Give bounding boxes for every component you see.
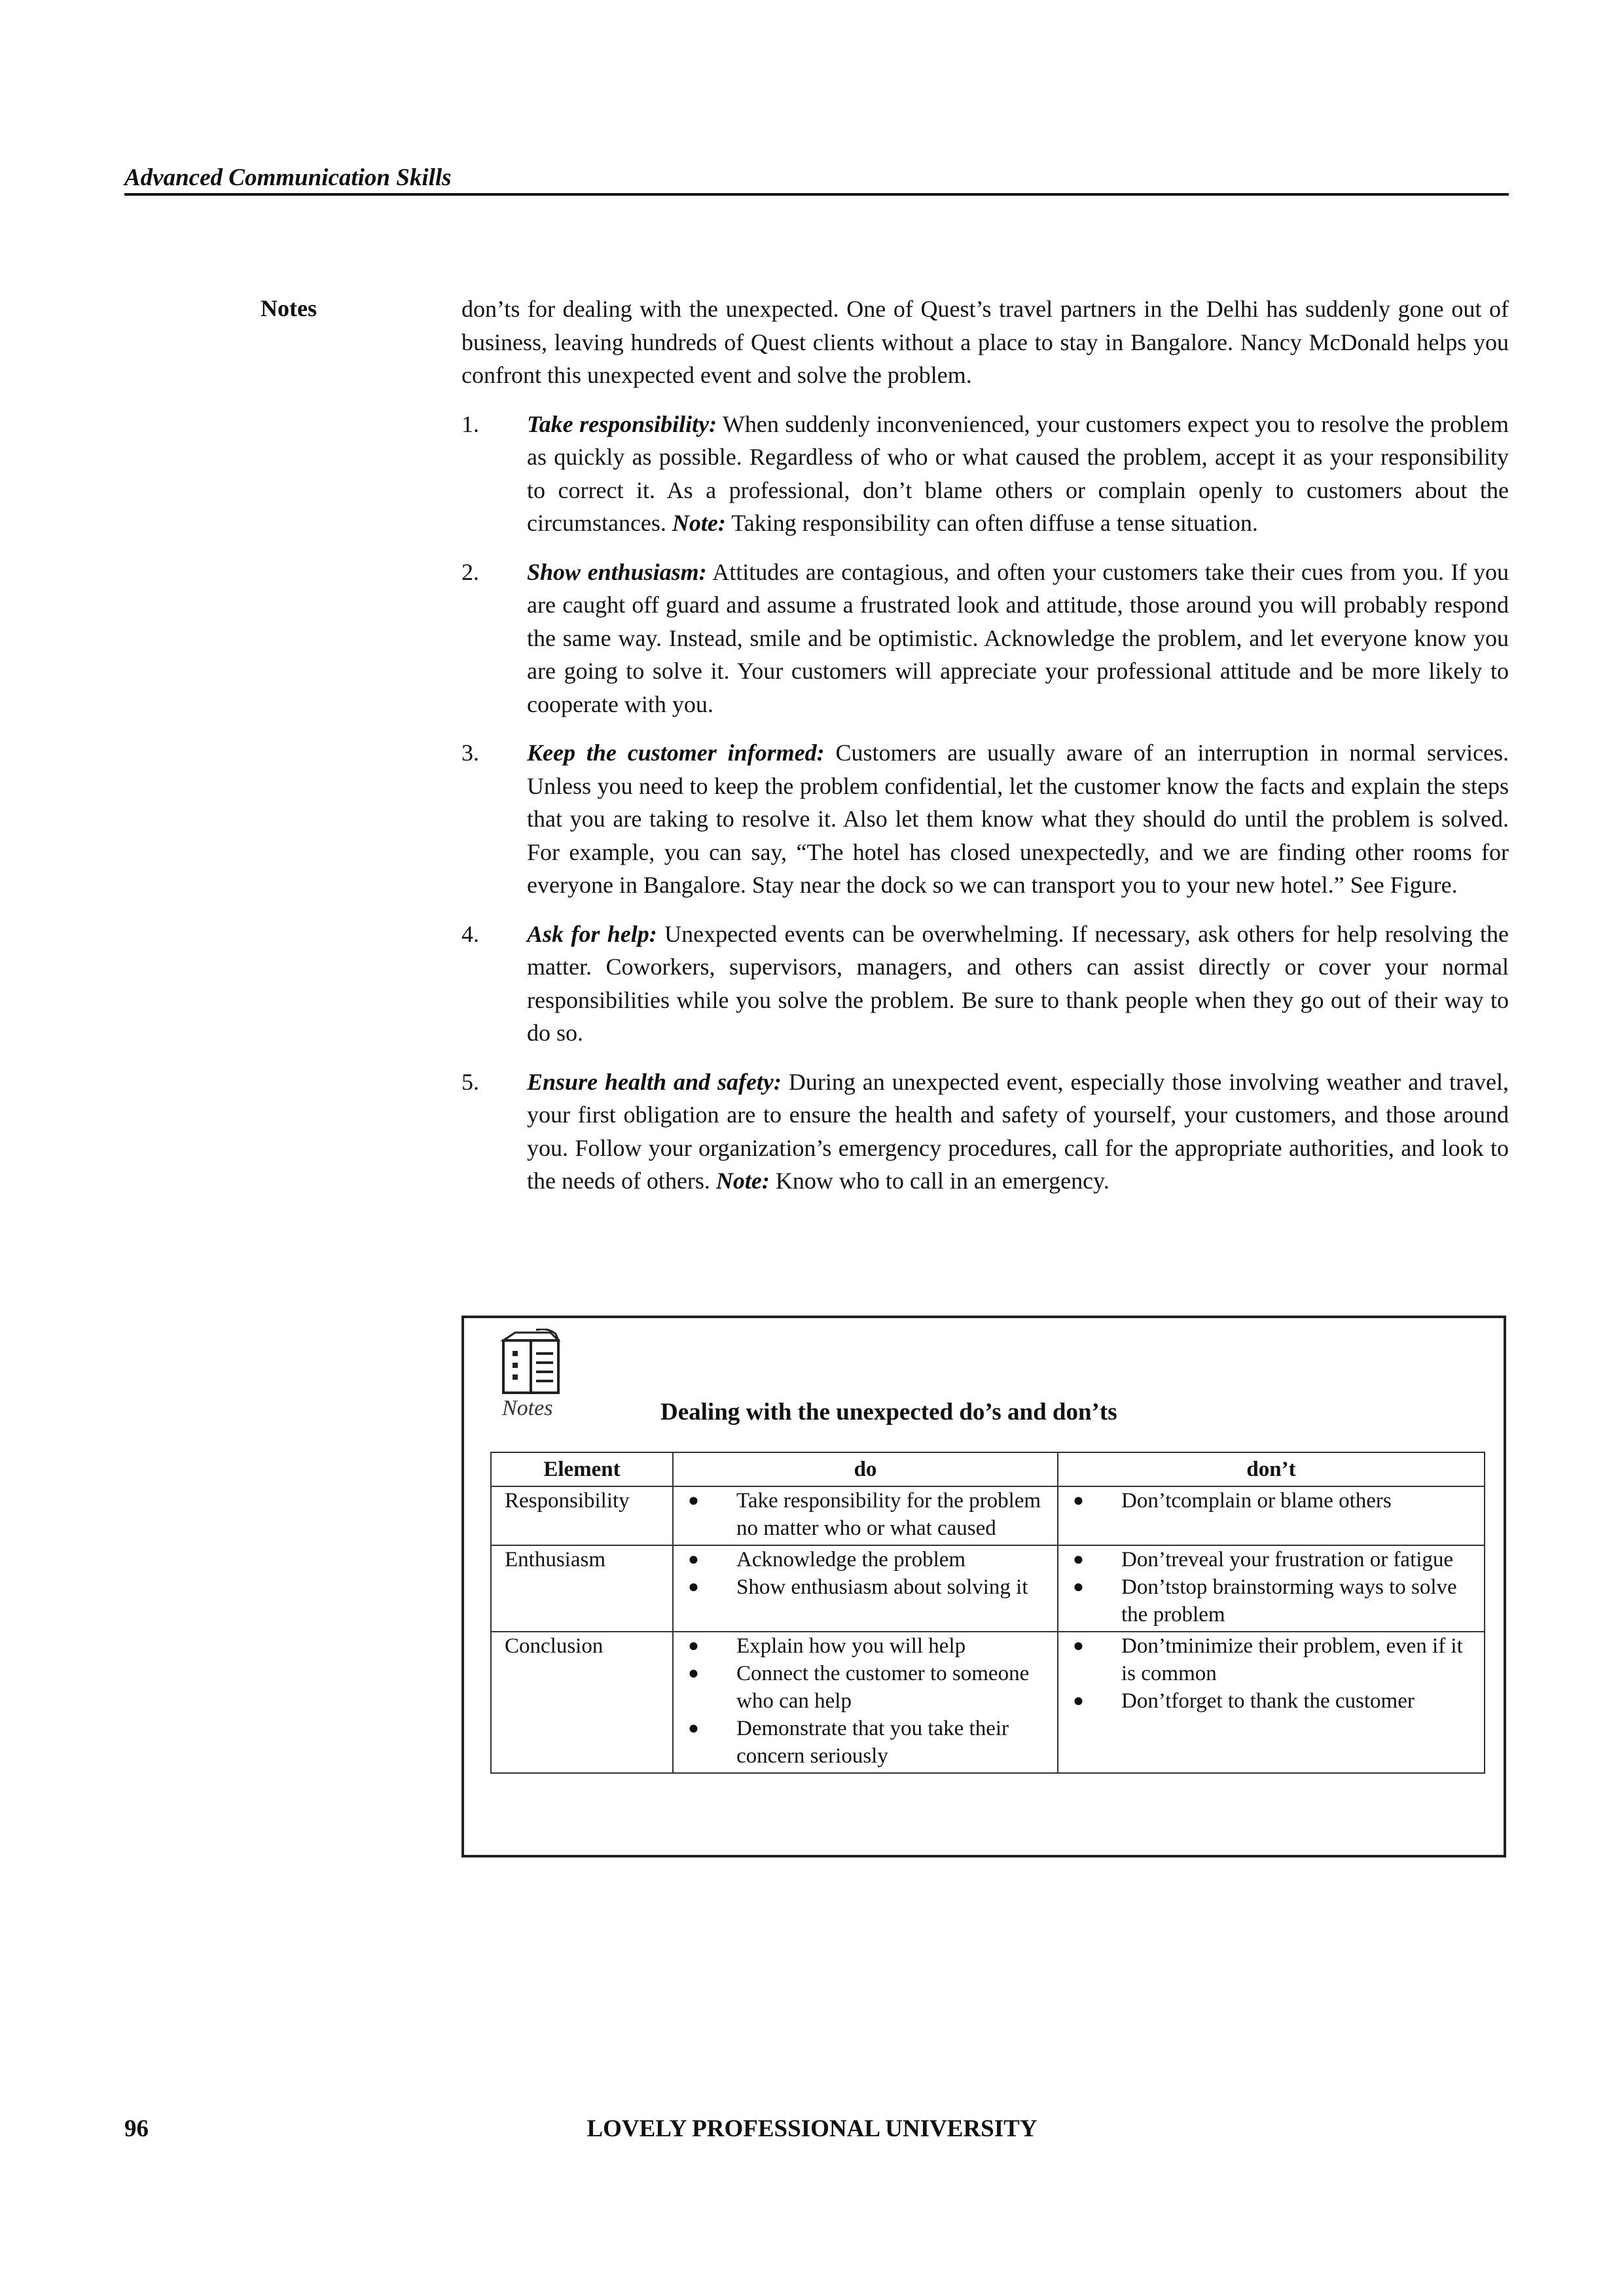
- item-note-lead: Note:: [715, 1168, 770, 1194]
- do-item-text: Connect the customer to someone who can help: [736, 1662, 1030, 1713]
- table-row: [491, 1486, 1485, 1545]
- bullet-icon: ●: [688, 1718, 699, 1738]
- bullet-icon: ●: [688, 1549, 699, 1570]
- item-text: Customers are usually aware of an interruption in normal services. Unless you need to keep the problem confidential, let the customer know the facts and explain the steps that you are taking to resolve it. Also let them know what they should do until the problem is solved. For example, you can say, “The hotel has closed unexpectedly, and we are finding other rooms for everyone in Bangalore. Stay near the dock so we can transport you to your new hotel.” See Figure.: [527, 740, 1509, 898]
- bullet-icon: ●: [688, 1490, 699, 1511]
- column-header-do: do: [673, 1452, 1058, 1486]
- column-header-dont: don’t: [1058, 1452, 1485, 1486]
- do-item-text: Take responsibility for the problem no matter who or what caused: [736, 1489, 1041, 1540]
- bullet-icon: ●: [688, 1663, 699, 1683]
- item-number: 3.: [461, 740, 479, 766]
- item-number: 1.: [461, 410, 479, 437]
- dont-item-text: Don’treveal your frustration or fatigue: [1121, 1548, 1454, 1571]
- list-item: [461, 1066, 1509, 1198]
- do-item-text: Show enthusiasm about solving it: [736, 1575, 1028, 1599]
- do-cell: [673, 1632, 1058, 1773]
- notes-icon-label: Notes: [502, 1396, 553, 1420]
- list-item: [687, 1660, 1051, 1715]
- table-row: [491, 1632, 1485, 1773]
- item-note-text: Taking responsibility can often diffuse a tense situation.: [725, 510, 1258, 536]
- list-item: [1072, 1632, 1477, 1687]
- bullet-icon: ●: [1073, 1636, 1084, 1656]
- item-note-text: Know who to call in an emergency.: [769, 1168, 1110, 1194]
- bullet-icon: ●: [688, 1577, 699, 1597]
- page-number: 96: [124, 2115, 149, 2142]
- bullet-icon: ●: [1073, 1490, 1084, 1511]
- list-item: [687, 1573, 1051, 1601]
- element-cell: Responsibility: [491, 1486, 673, 1545]
- item-text: Unexpected events can be overwhelming. If necessary, ask others for help resolving the matter. Coworkers, supervisors, managers, and others can assist directly or cover your normal responsibilities while you solve the problem. Be sure to thank people when they go out of their way to do so.: [527, 920, 1509, 1046]
- list-item: [687, 1487, 1051, 1542]
- header-rule: [124, 193, 1509, 196]
- do-item-text: Explain how you will help: [736, 1634, 966, 1658]
- numbered-points-list: [461, 408, 1509, 1198]
- main-text-column: [461, 293, 1509, 1198]
- notes-box: [461, 1316, 1506, 1857]
- list-item: [687, 1632, 1051, 1660]
- element-cell: Conclusion: [491, 1632, 673, 1773]
- item-number: 5.: [461, 1068, 479, 1095]
- do-cell: [673, 1486, 1058, 1545]
- dont-cell: [1058, 1632, 1485, 1773]
- item-lead: Ensure health and safety:: [527, 1068, 782, 1095]
- list-item: [1072, 1487, 1477, 1515]
- dos-donts-table: [490, 1452, 1485, 1774]
- item-text: During an unexpected event, especially those involving weather and travel, your first obligation are to ensure the health and safety of yourself, your customers, and those around you. Follow your organization’s emergency procedures, call for the appropriate authorities, and look to the needs of others.: [527, 1068, 1509, 1194]
- table-row: [491, 1545, 1485, 1632]
- dont-item-text: Don’tforget to thank the customer: [1121, 1689, 1415, 1713]
- item-text: When suddenly inconvenienced, your customers expect you to resolve the problem as quickly as possible. Regardless of who or what caused the problem, accept it as your responsibility to correct it. As a professional, don’t blame others or complain openly to customers about the circumstances.: [527, 410, 1509, 536]
- item-text: Attitudes are contagious, and often your customers take their cues from you. If you are caught off guard and assume a frustrated look and attitude, those around you will probably respond the same way. Instead, smile and be optimistic. Acknowledge the problem, and let everyone know you are going to solve it. Your customers will appreciate your professional attitude and be more likely to cooperate with you.: [527, 558, 1509, 717]
- footer-university: LOVELY PROFESSIONAL UNIVERSITY: [586, 2115, 1038, 2142]
- bullet-icon: ●: [1073, 1691, 1084, 1711]
- do-item-text: Demonstrate that you take their concern seriously: [736, 1717, 1009, 1768]
- list-item: [1072, 1687, 1477, 1715]
- bullet-icon: ●: [688, 1636, 699, 1656]
- item-note-lead: Note:: [672, 510, 726, 536]
- bullet-icon: ●: [1073, 1577, 1084, 1597]
- dont-cell: [1058, 1486, 1485, 1545]
- list-item: [1072, 1573, 1477, 1628]
- list-item: [1072, 1546, 1477, 1573]
- element-cell: Enthusiasm: [491, 1545, 673, 1632]
- notes-icon: [498, 1329, 564, 1394]
- item-lead: Keep the customer informed:: [527, 740, 825, 766]
- notes-box-title: Dealing with the unexpected do’s and don’ts: [660, 1399, 1117, 1426]
- dont-item-text: Don’tcomplain or blame others: [1121, 1489, 1392, 1513]
- list-item: [461, 918, 1509, 1050]
- table-header-row: [491, 1452, 1485, 1486]
- item-lead: Show enthusiasm:: [527, 558, 707, 585]
- do-cell: [673, 1545, 1058, 1632]
- dont-cell: [1058, 1545, 1485, 1632]
- dont-item-text: Don’tminimize their problem, even if it is common: [1121, 1634, 1463, 1685]
- running-head-title: Advanced Communication Skills: [124, 164, 452, 191]
- item-number: 2.: [461, 558, 479, 585]
- do-item-text: Acknowledge the problem: [736, 1548, 966, 1571]
- list-item: [461, 556, 1509, 721]
- margin-notes-label: Notes: [261, 295, 317, 321]
- item-number: 4.: [461, 920, 479, 947]
- list-item: [461, 408, 1509, 540]
- list-item: [687, 1715, 1051, 1770]
- list-item: [687, 1546, 1051, 1573]
- intro-paragraph: don’ts for dealing with the unexpected. One of Quest’s travel partners in the Delhi has suddenly gone out of business, leaving hundreds of Quest clients without a place to stay in Bangalore. Nancy McDonald helps you confront this unexpected event and solve the problem.: [461, 296, 1509, 388]
- dont-item-text: Don’tstop brainstorming ways to solve the problem: [1121, 1575, 1457, 1626]
- item-lead: Take responsibility:: [527, 410, 717, 437]
- column-header-element: Element: [491, 1452, 673, 1486]
- item-lead: Ask for help:: [527, 920, 657, 947]
- bullet-icon: ●: [1073, 1549, 1084, 1570]
- list-item: [461, 736, 1509, 902]
